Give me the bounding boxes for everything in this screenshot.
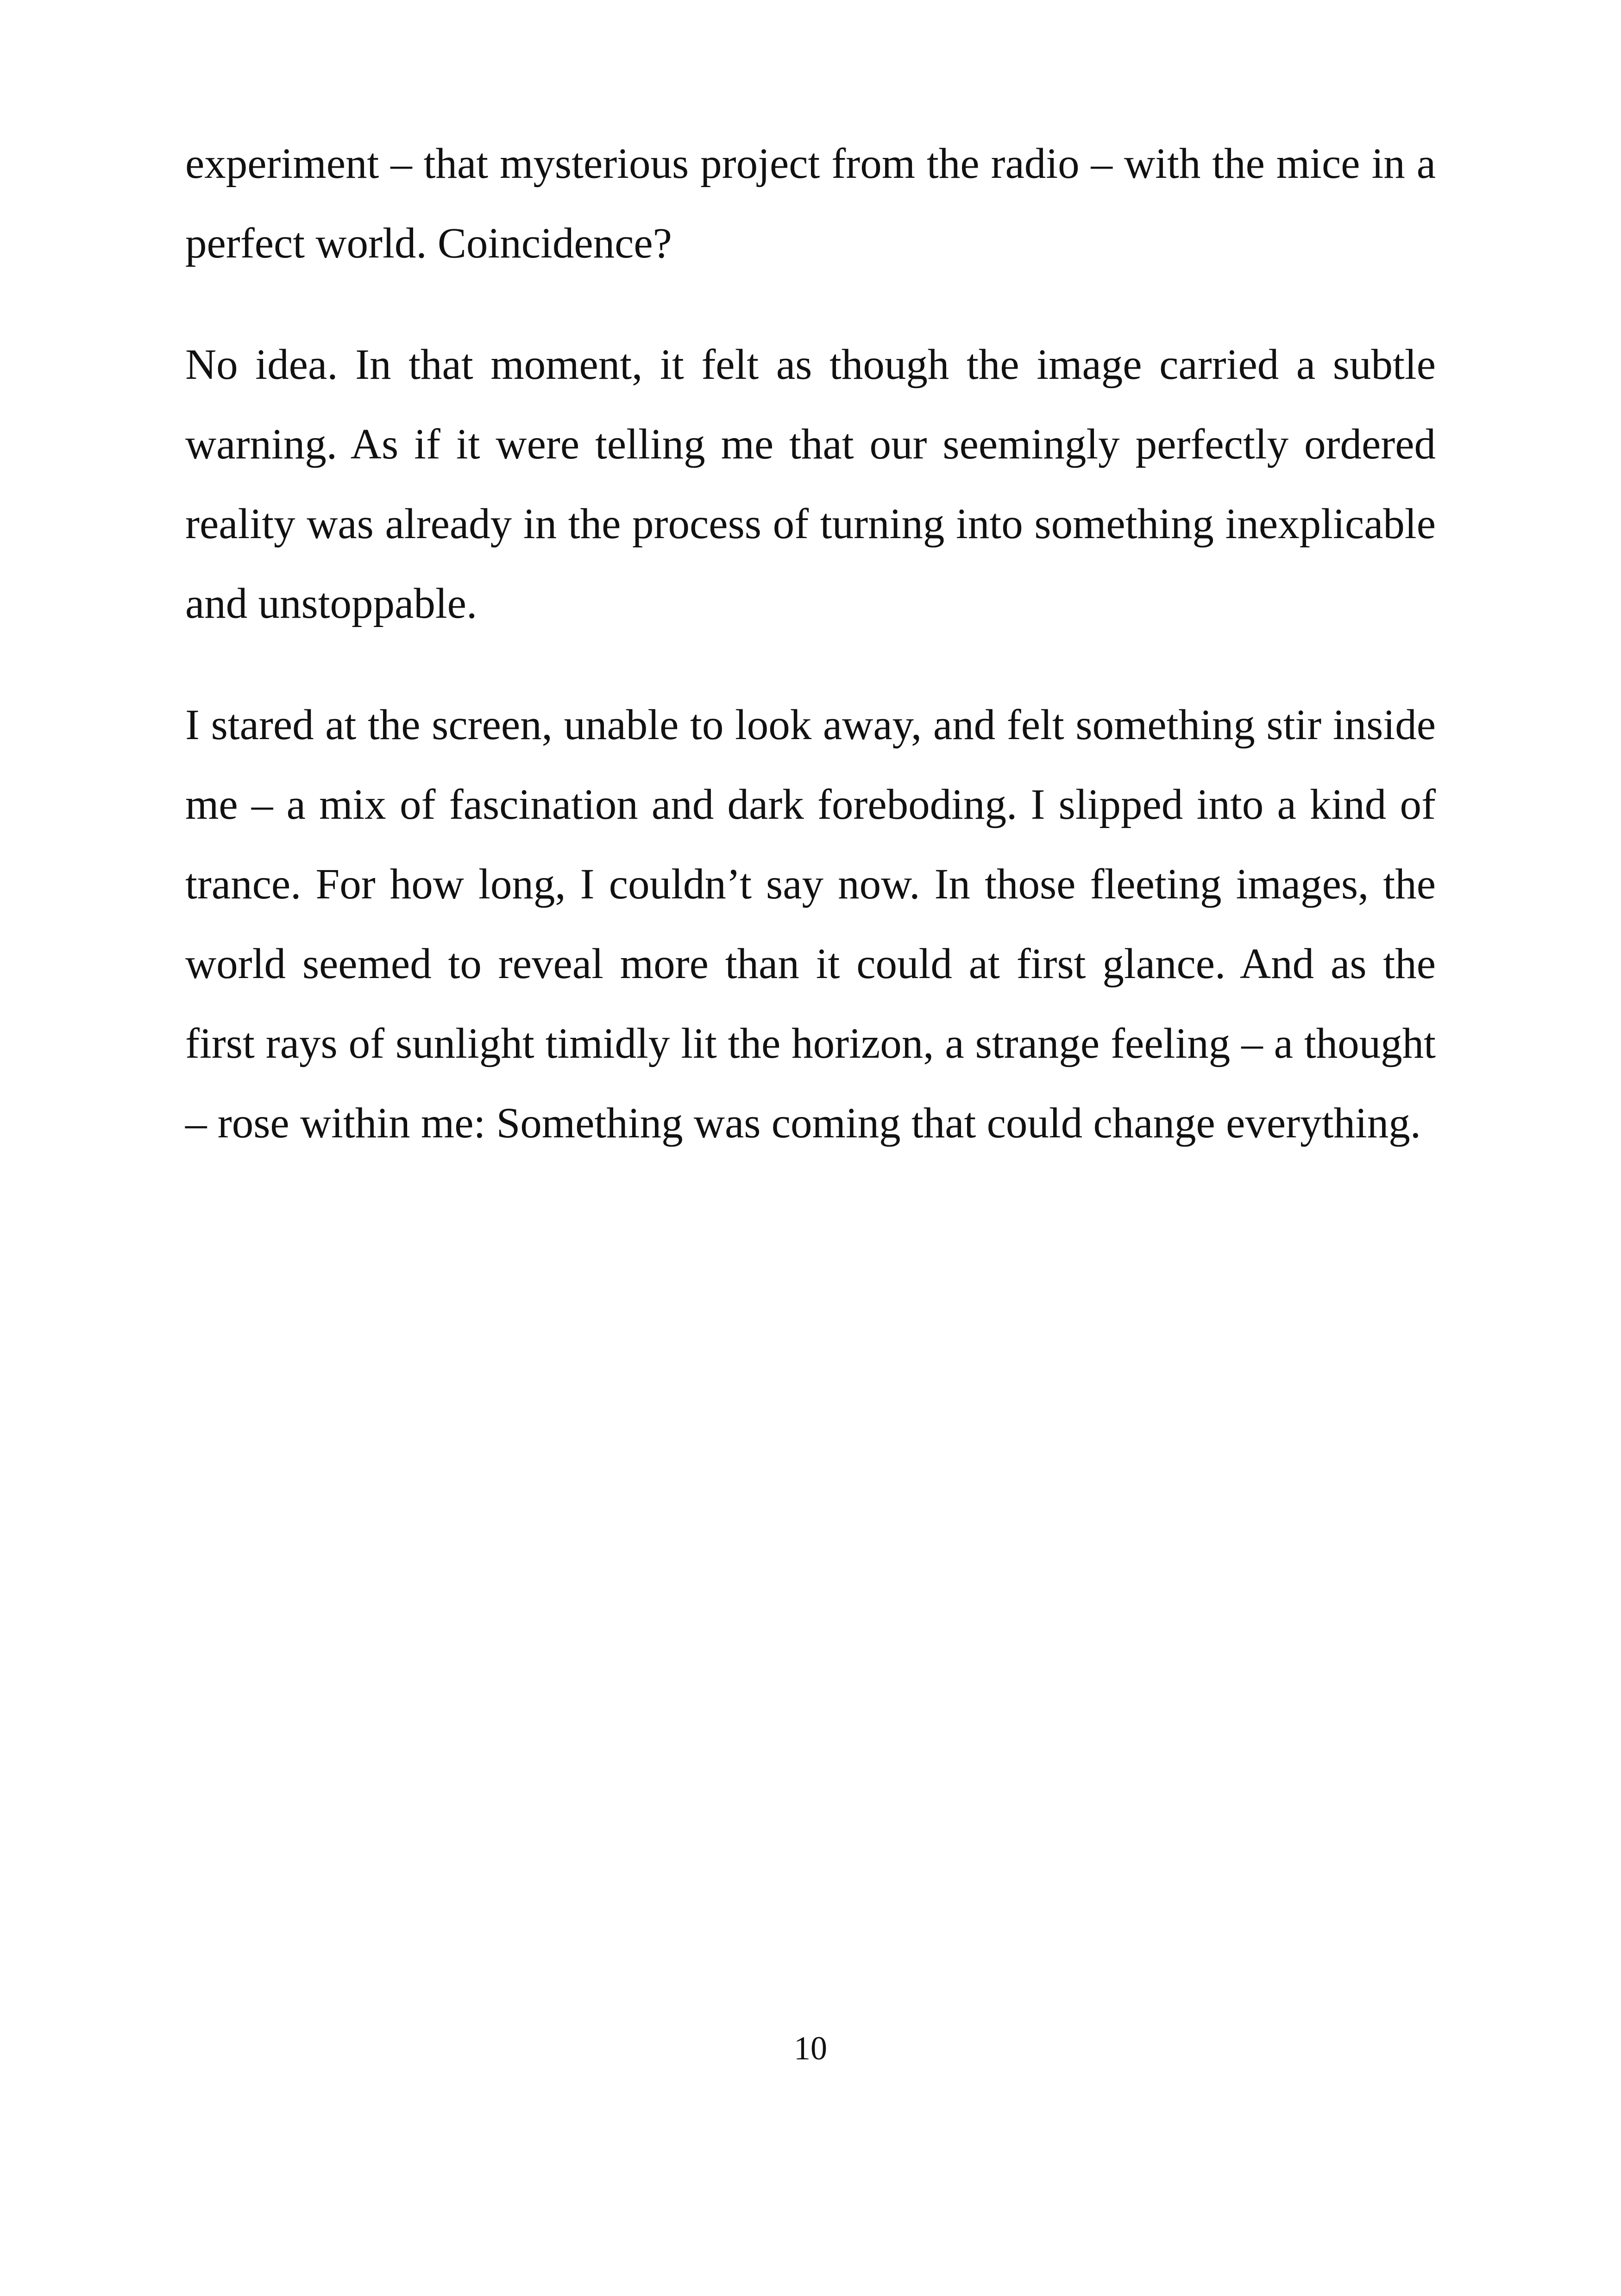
paragraph-3: I stared at the screen, unable to look away, and felt something stir inside me – a mix of fascination and dark foreboding. I slipped into a kind of trance. For how long, I couldn’t say now. In those fleeting images, the world seemed to reveal more than it could at first glance. And as the first rays of sunlight timidly lit the horizon, a strange feeling – a thought – rose within me: Something was coming that could change everything.: [185, 701, 1436, 1147]
page-number: 10: [794, 2030, 827, 2067]
paragraph-2: No idea. In that moment, it felt as though the image carried a subtle warning. As if it were telling me that our seemingly perfectly ordered reality was already in the process of turning into something inexplicable and unstoppable.: [185, 341, 1436, 627]
body-text: [185, 124, 1436, 1205]
paragraph-1: experiment – that mysterious project from the radio – with the mice in a perfect world. Coincidence?: [185, 140, 1436, 267]
